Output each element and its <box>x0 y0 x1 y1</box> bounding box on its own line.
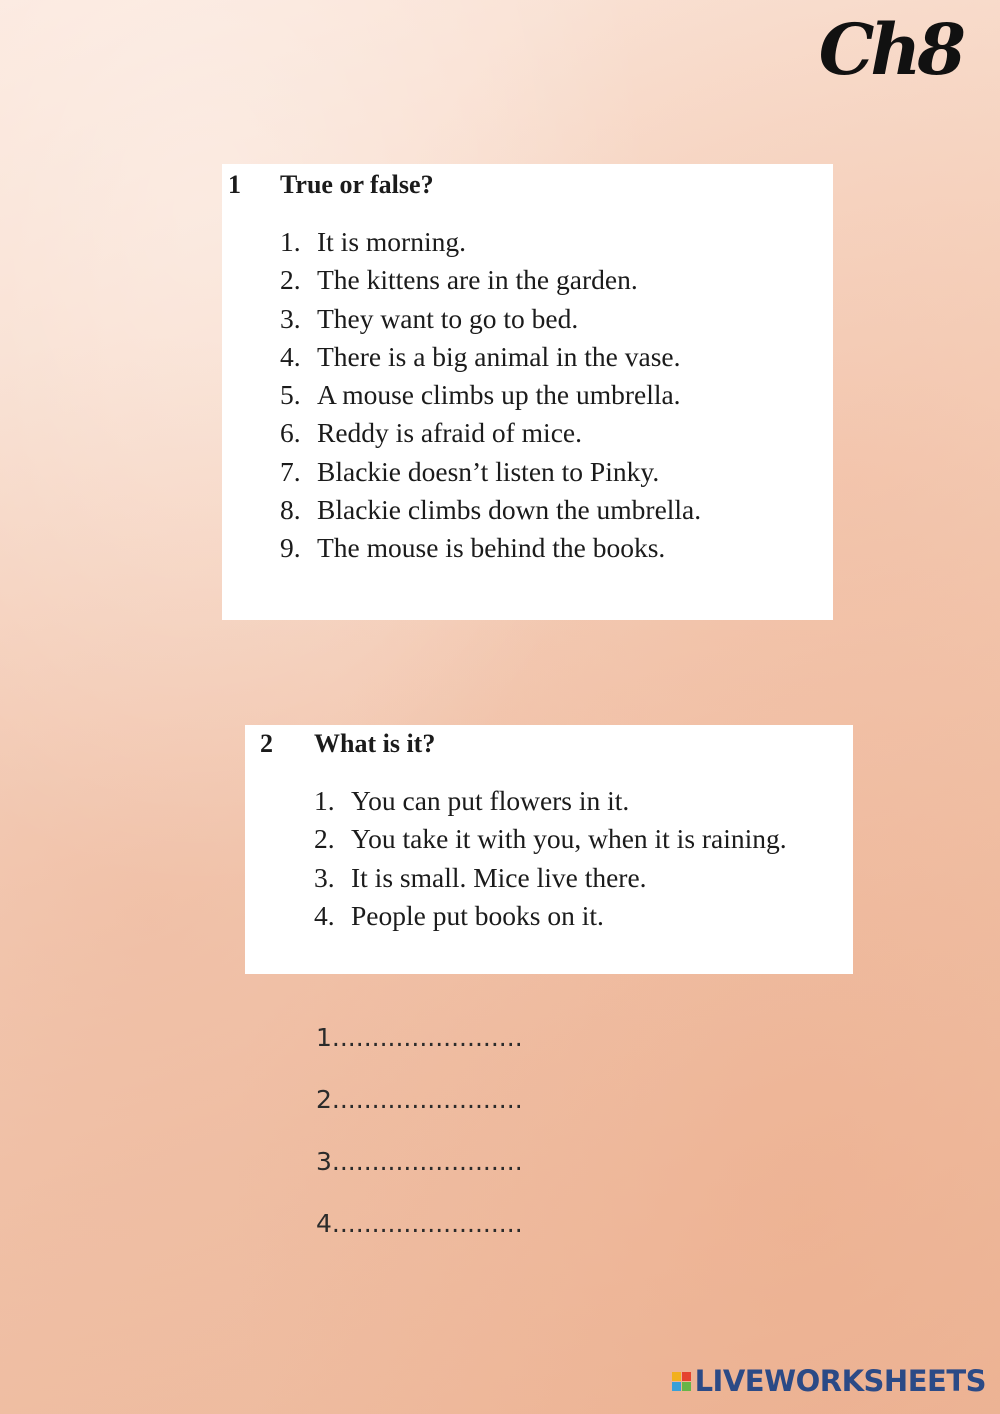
chapter-title: Ch8 <box>818 8 962 91</box>
item-text: They want to go to bed. <box>317 302 579 334</box>
item-number: 7. <box>280 455 301 487</box>
item-text: Reddy is afraid of mice. <box>317 417 582 449</box>
list-item <box>280 338 810 376</box>
item-text: You take it with you, when it is raining. <box>351 823 787 855</box>
item-number: 1. <box>280 226 301 257</box>
list-item <box>280 261 810 299</box>
item-text: There is a big animal in the vase. <box>317 340 681 372</box>
answer-row <box>316 1204 523 1266</box>
logo-square <box>672 1382 681 1391</box>
list-item <box>314 897 834 935</box>
item-text: Blackie doesn’t listen to Pinky. <box>317 455 660 487</box>
list-item <box>280 376 810 414</box>
item-text: People put books on it. <box>351 899 604 931</box>
answer-blank[interactable]: ....................... <box>339 1209 523 1238</box>
section-heading: True or false? <box>280 170 434 199</box>
item-text: The kittens are in the garden. <box>317 264 638 296</box>
section-number: 1 <box>228 170 241 199</box>
list-item <box>280 223 810 261</box>
item-number: 3. <box>314 861 335 893</box>
answer-blank[interactable]: ....................... <box>339 1023 523 1052</box>
item-number: 3. <box>280 302 301 334</box>
item-number: 2. <box>280 264 301 296</box>
answer-label: 1. <box>316 1023 340 1052</box>
statement-list <box>280 223 810 568</box>
item-text: It is small. Mice live there. <box>351 861 647 893</box>
list-item <box>314 782 834 820</box>
item-number: 2. <box>314 823 335 855</box>
logo-square <box>682 1372 691 1381</box>
logo-mark-icon <box>672 1372 691 1391</box>
answer-row <box>316 1142 523 1204</box>
answer-row <box>316 1080 523 1142</box>
item-text: The mouse is behind the books. <box>317 532 666 564</box>
true-or-false-exercise <box>222 164 833 620</box>
item-number: 5. <box>280 379 301 411</box>
answer-blank[interactable]: ....................... <box>339 1085 523 1114</box>
item-number: 8. <box>280 494 301 526</box>
answer-blanks <box>316 1018 523 1266</box>
item-number: 4. <box>280 340 301 372</box>
list-item <box>280 300 810 338</box>
what-is-it-exercise <box>245 725 853 974</box>
liveworksheets-logo <box>672 1364 986 1398</box>
item-text: Blackie climbs down the umbrella. <box>317 494 702 526</box>
answer-blank[interactable]: ....................... <box>339 1147 523 1176</box>
answer-label: 4. <box>316 1209 340 1238</box>
answer-label: 3. <box>316 1147 340 1176</box>
item-number: 6. <box>280 417 301 449</box>
section-number: 2 <box>260 729 273 758</box>
list-item <box>314 820 834 858</box>
list-item <box>280 453 810 491</box>
list-item <box>280 529 810 567</box>
logo-square <box>682 1382 691 1391</box>
answer-label: 2. <box>316 1085 340 1114</box>
list-item <box>280 414 810 452</box>
section-heading: What is it? <box>314 729 436 758</box>
list-item <box>314 859 834 897</box>
logo-square <box>672 1372 681 1381</box>
item-number: 1. <box>314 785 335 816</box>
answer-row <box>316 1018 523 1080</box>
list-item <box>280 491 810 529</box>
logo-text: LIVEWORKSHEETS <box>694 1364 986 1398</box>
riddle-list <box>314 782 834 935</box>
item-text: It is morning. <box>317 226 466 257</box>
item-text: You can put flowers in it. <box>351 785 630 816</box>
item-number: 9. <box>280 532 301 564</box>
item-text: A mouse climbs up the umbrella. <box>317 379 681 411</box>
item-number: 4. <box>314 899 335 931</box>
